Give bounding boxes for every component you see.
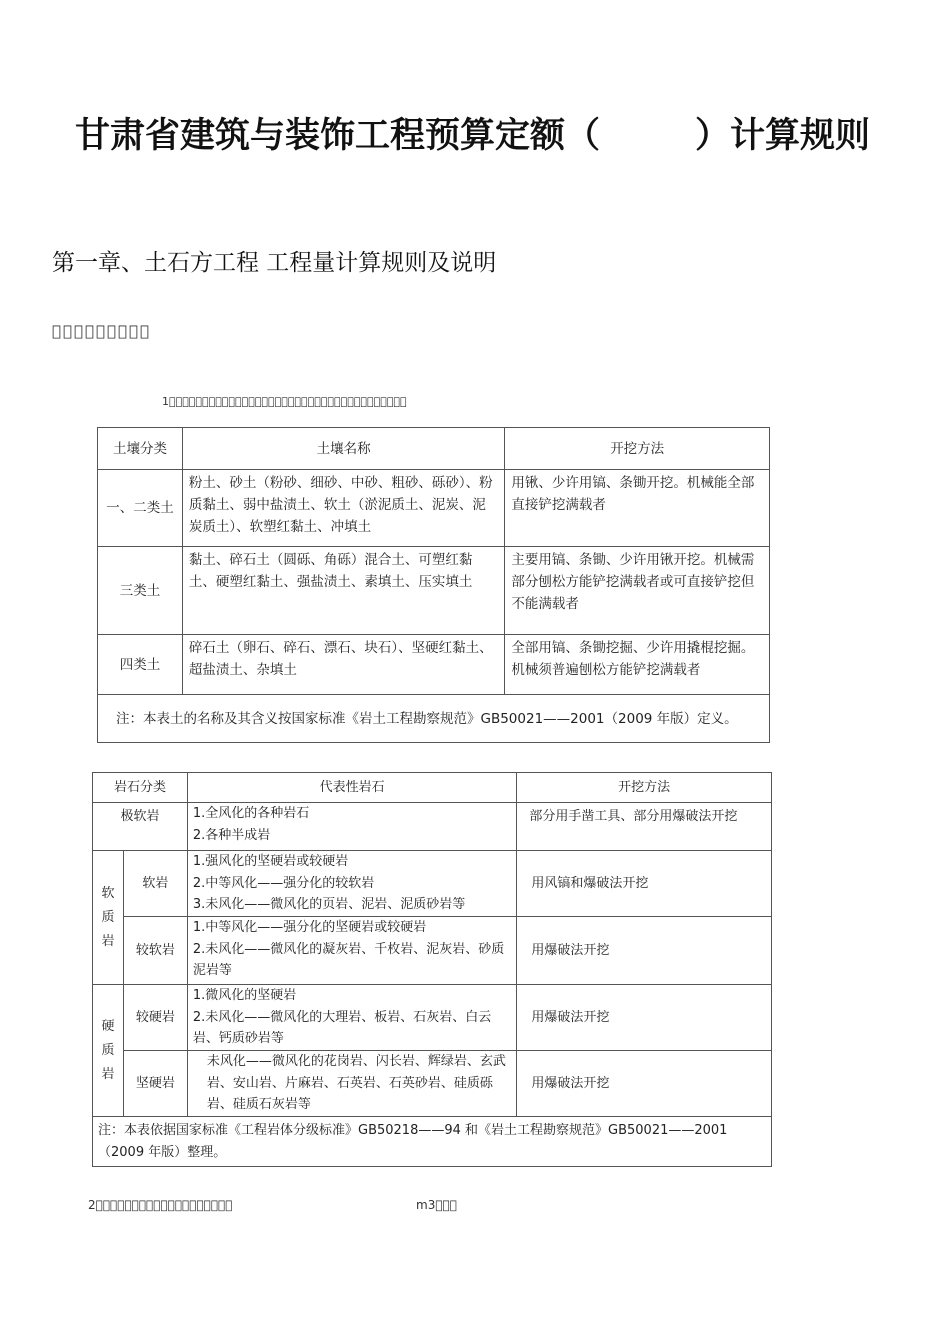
soil-method-cell: 用锹、少许用镐、条锄开挖。机械能全部直接铲挖满载者 [505, 470, 770, 547]
rock-example-line: 2.未风化——微风化的凝灰岩、千枚岩、泥灰岩、砂质泥岩等 [192, 941, 505, 978]
rock-example-line: 3.未风化——微风化的页岩、泥岩、泥质砂岩等 [192, 897, 466, 912]
rock-example-line: 1.全风化的各种岩石 [192, 806, 310, 821]
rock-examples-cell [187, 917, 516, 985]
rock-method-cell: 部分用手凿工具、部分用爆破法开挖 [517, 803, 772, 851]
rock-examples-cell [187, 1051, 516, 1117]
rule-item-2-text: 2􀀀􀀀􀀀􀀀􀀀􀀀􀀀􀀀􀀀􀀀􀀀􀀀􀀀􀀀􀀀􀀀􀀀􀀀􀀀 [88, 1198, 233, 1212]
rock-class-cell: 坚硬岩 [123, 1051, 187, 1117]
rock-header-method: 开挖方法 [517, 773, 772, 803]
soil-names-cell: 碎石土（卵石、碎石、漂石、块石）、坚硬红黏土、超盐渍土、杂填土 [182, 635, 504, 695]
rock-example-line: 2.未风化——微风化的大理岩、板岩、石灰岩、白云岩、钙质砂岩等 [192, 1009, 492, 1046]
rock-example-line: 1.中等风化——强分化的坚硬岩或较硬岩 [192, 920, 427, 935]
title-right: ）计算规则 [695, 116, 871, 156]
soil-method-cell: 主要用镐、条锄、少许用锹开挖。机械需部分刨松方能铲挖满载者或可直接铲挖但不能满载者 [505, 547, 770, 635]
soil-names-cell: 粉土、砂土（粉砂、细砂、中砂、粗砂、砾砂）、粉质黏土、弱中盐渍土、软土（淤泥质土、泥炭、泥炭质土）、软塑红黏土、冲填土 [182, 470, 504, 547]
soil-classification-table [97, 427, 770, 743]
rock-class-cell: 较硬岩 [123, 985, 187, 1051]
rule-item-1: 1􀀀􀀀􀀀􀀀􀀀􀀀􀀀􀀀􀀀􀀀􀀀􀀀􀀀􀀀􀀀􀀀􀀀􀀀􀀀􀀀􀀀􀀀􀀀􀀀􀀀􀀀􀀀􀀀􀀀􀀀􀀀􀀀􀀀􀀀􀀀􀀀 [162, 395, 407, 408]
soil-names-cell: 黏土、碎石土（圆砾、角砾）混合土、可塑红黏土、硬塑红黏土、强盐渍土、素填土、压实填土 [182, 547, 504, 635]
rock-examples-cell [187, 851, 516, 917]
rock-method-cell: 用爆破法开挖 [517, 985, 772, 1051]
rock-group-soft: 软质岩 [93, 851, 124, 985]
rock-examples-cell [187, 803, 516, 851]
rock-header-rocks: 代表性岩石 [187, 773, 516, 803]
rock-table-note: 注：本表依据国家标准《工程岩体分级标准》GB50218——94 和《岩土工程勘察规范》GB50021——2001（2009 年版）整理。 [93, 1117, 772, 1167]
rock-method-cell: 用爆破法开挖 [517, 917, 772, 985]
rock-examples-cell [187, 985, 516, 1051]
rock-example-line: 2.各种半成岩 [192, 827, 271, 843]
soil-header-method: 开挖方法 [505, 428, 770, 470]
soil-table-note: 注：本表土的名称及其含义按国家标准《岩土工程勘察规范》GB50021——2001（2009 年版）定义。 [98, 695, 770, 743]
rock-classification-table [92, 772, 772, 1167]
rock-example-line: 未风化——微风化的花岗岩、闪长岩、辉绿岩、玄武岩、安山岩、片麻岩、石英岩、石英砂岩、硅质砾岩、硅质石灰岩等 [206, 1054, 506, 1112]
rock-example-line: 1.微风化的坚硬岩 [192, 988, 297, 1003]
rock-group-hard: 硬质岩 [93, 985, 124, 1117]
soil-class-cell: 一、二类土 [98, 470, 183, 547]
rock-example-line: 2.中等风化——强分化的较软岩 [192, 875, 375, 891]
rock-class-cell: 软岩 [123, 851, 187, 917]
soil-header-name: 土壤名称 [182, 428, 504, 470]
chapter-heading: 第一章、土石方工程 工程量计算规则及说明 [52, 250, 497, 276]
rock-class-cell: 极软岩 [93, 803, 188, 851]
rock-header-class: 岩石分类 [93, 773, 188, 803]
soil-method-cell: 全部用镐、条锄挖掘、少许用撬棍挖掘。机械须普遍刨松方能铲挖满载者 [505, 635, 770, 695]
rock-method-cell: 用风镐和爆破法开挖 [517, 851, 772, 917]
soil-class-cell: 四类土 [98, 635, 183, 695]
rock-method-cell: 用爆破法开挖 [517, 1051, 772, 1117]
rule-item-2 [88, 1198, 457, 1212]
rock-example-line: 1.强风化的坚硬岩或较硬岩 [192, 854, 349, 869]
soil-class-cell: 三类土 [98, 547, 183, 635]
soil-header-class: 土壤分类 [98, 428, 183, 470]
document-title [75, 108, 895, 158]
rock-class-cell: 较软岩 [123, 917, 187, 985]
section-heading: 􀀀􀀀􀀀􀀀􀀀􀀀􀀀􀀀􀀀 [52, 322, 152, 340]
rule-item-2-unit: m3􀀀􀀀􀀀 [416, 1198, 457, 1212]
title-left: 甘肃省建筑与装饰工程预算定额（ [75, 116, 601, 156]
